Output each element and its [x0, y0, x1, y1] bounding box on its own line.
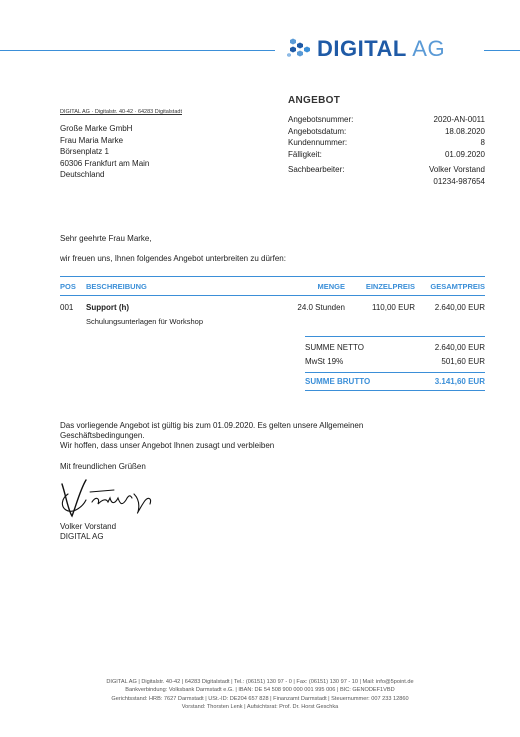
brutto-row [305, 372, 485, 391]
footer-line-board: Vorstand: Thorsten Lenk | Aufsichtsrat: Prof. Dr. Horst Geschka [181, 704, 339, 711]
tax-label: MwSt 19% [305, 356, 344, 366]
meta-row [288, 137, 485, 149]
logo-wordmark [317, 38, 445, 60]
closing-validity: Das vorliegende Angebot ist gültig bis zum 01.09.2020. Es gelten unsere Allgemeinen Geschäftsbedingungen. [60, 421, 364, 440]
intro-text: wir freuen uns, Ihnen folgendes Angebot unterbreiten zu dürfen: [60, 254, 286, 263]
meta-row [288, 126, 485, 138]
netto-label: SUMME NETTO [305, 342, 364, 352]
header-description: BESCHREIBUNG [86, 281, 147, 291]
recipient-country: Deutschland [60, 170, 105, 179]
offer-table [60, 276, 485, 326]
row-quantity: 24.0 Stunden [297, 303, 345, 312]
closing-text [60, 421, 420, 451]
row-total-price: 2.640,00 EUR [434, 303, 485, 312]
row-description [86, 303, 273, 326]
tax-row [305, 354, 485, 368]
header-rule-left [0, 50, 275, 51]
logo-word: DIGITAL [317, 36, 407, 61]
hexagon-logo-icon [287, 38, 313, 60]
footer-line-contact: DIGITAL AG | Digitalstr. 40-42 | 64283 Digitalstadt | Tel.: (06151) 130 97 - 0 | Fax: (06151) 130 97 - 10 | Mail: info@5point.de [106, 679, 414, 685]
recipient-name: Frau Maria Marke [60, 135, 124, 145]
salutation: Sehr geehrte Frau Marke, [60, 234, 152, 243]
row-unit-price: 110,00 EUR [372, 303, 415, 312]
meta-label: Fälligkeit: [288, 149, 322, 159]
row-pos: 001 [60, 303, 74, 312]
clerk-phone: 01234-987654 [433, 176, 485, 186]
signer-block [60, 522, 116, 542]
netto-row [305, 340, 485, 354]
meta-row-phone [288, 176, 485, 188]
company-logo [287, 34, 445, 64]
header-pos: POS [60, 281, 76, 291]
logo-suffix: AG [412, 36, 446, 61]
page-footer [0, 678, 520, 712]
brutto-label: SUMME BRUTTO [305, 377, 371, 386]
tax-value: 501,60 EUR [441, 356, 485, 366]
document-title: ANGEBOT [288, 95, 341, 106]
footer-line-register: Gerichtsstand: HRB: 7627 Darmstadt | USt.-ID: DE204 657 828 | Finanzamt Darmstadt | Steuernummer: 007 233 12860 [111, 695, 409, 702]
meta-value: 01.09.2020 [444, 149, 485, 159]
recipient-city: 60306 Frankfurt am Main [60, 158, 150, 168]
meta-row-clerk [288, 164, 485, 176]
meta-value: 2020-AN-0011 [433, 115, 485, 124]
meta-row [288, 114, 485, 126]
recipient-address [60, 123, 149, 181]
header-quantity: MENGE [317, 281, 345, 291]
signer-name: Volker Vorstand [60, 522, 117, 531]
meta-label: Angebotsnummer: [288, 115, 354, 124]
meta-label: Angebotsdatum: [288, 126, 347, 136]
row-title: Support (h) [86, 303, 130, 312]
signature [56, 476, 166, 522]
clerk-name: Volker Vorstand [428, 165, 485, 174]
totals-block [305, 336, 485, 391]
footer-line-bank: Bankverbindung: Volksbank Darmstadt e.G. | IBAN: DE 54 508 900 000 001 995 006 | BIC: GENODEF1VBD [125, 687, 395, 694]
clerk-label: Sachbearbeiter: [288, 165, 345, 174]
meta-label: Kundennummer: [288, 138, 348, 147]
table-row [60, 296, 485, 326]
row-subtitle: Schulungsunterlagen für Workshop [86, 317, 204, 326]
meta-value: 18.08.2020 [444, 126, 485, 136]
table-header [60, 276, 485, 296]
meta-row [288, 149, 485, 161]
netto-value: 2.640,00 EUR [434, 342, 485, 352]
offer-meta [288, 114, 485, 187]
header-rule-right [484, 50, 520, 51]
recipient-street: Börsenplatz 1 [60, 147, 109, 156]
signer-company: DIGITAL AG [60, 532, 104, 541]
recipient-company: Große Marke GmbH [60, 124, 133, 133]
handwritten-signature-icon [56, 476, 166, 520]
brutto-value: 3.141,60 EUR [434, 377, 485, 386]
regards: Mit freundlichen Grüßen [60, 462, 146, 471]
sender-line: DIGITAL AG · Digitalstr. 40-42 · 64283 Digitalstadt [60, 109, 182, 115]
header-unit-price: EINZELPREIS [365, 281, 415, 291]
closing-hope: Wir hoffen, dass unser Angebot Ihnen zusagt und verbleiben [60, 441, 275, 450]
meta-value: 8 [480, 138, 485, 147]
header-total-price: GESAMTPREIS [430, 281, 485, 291]
